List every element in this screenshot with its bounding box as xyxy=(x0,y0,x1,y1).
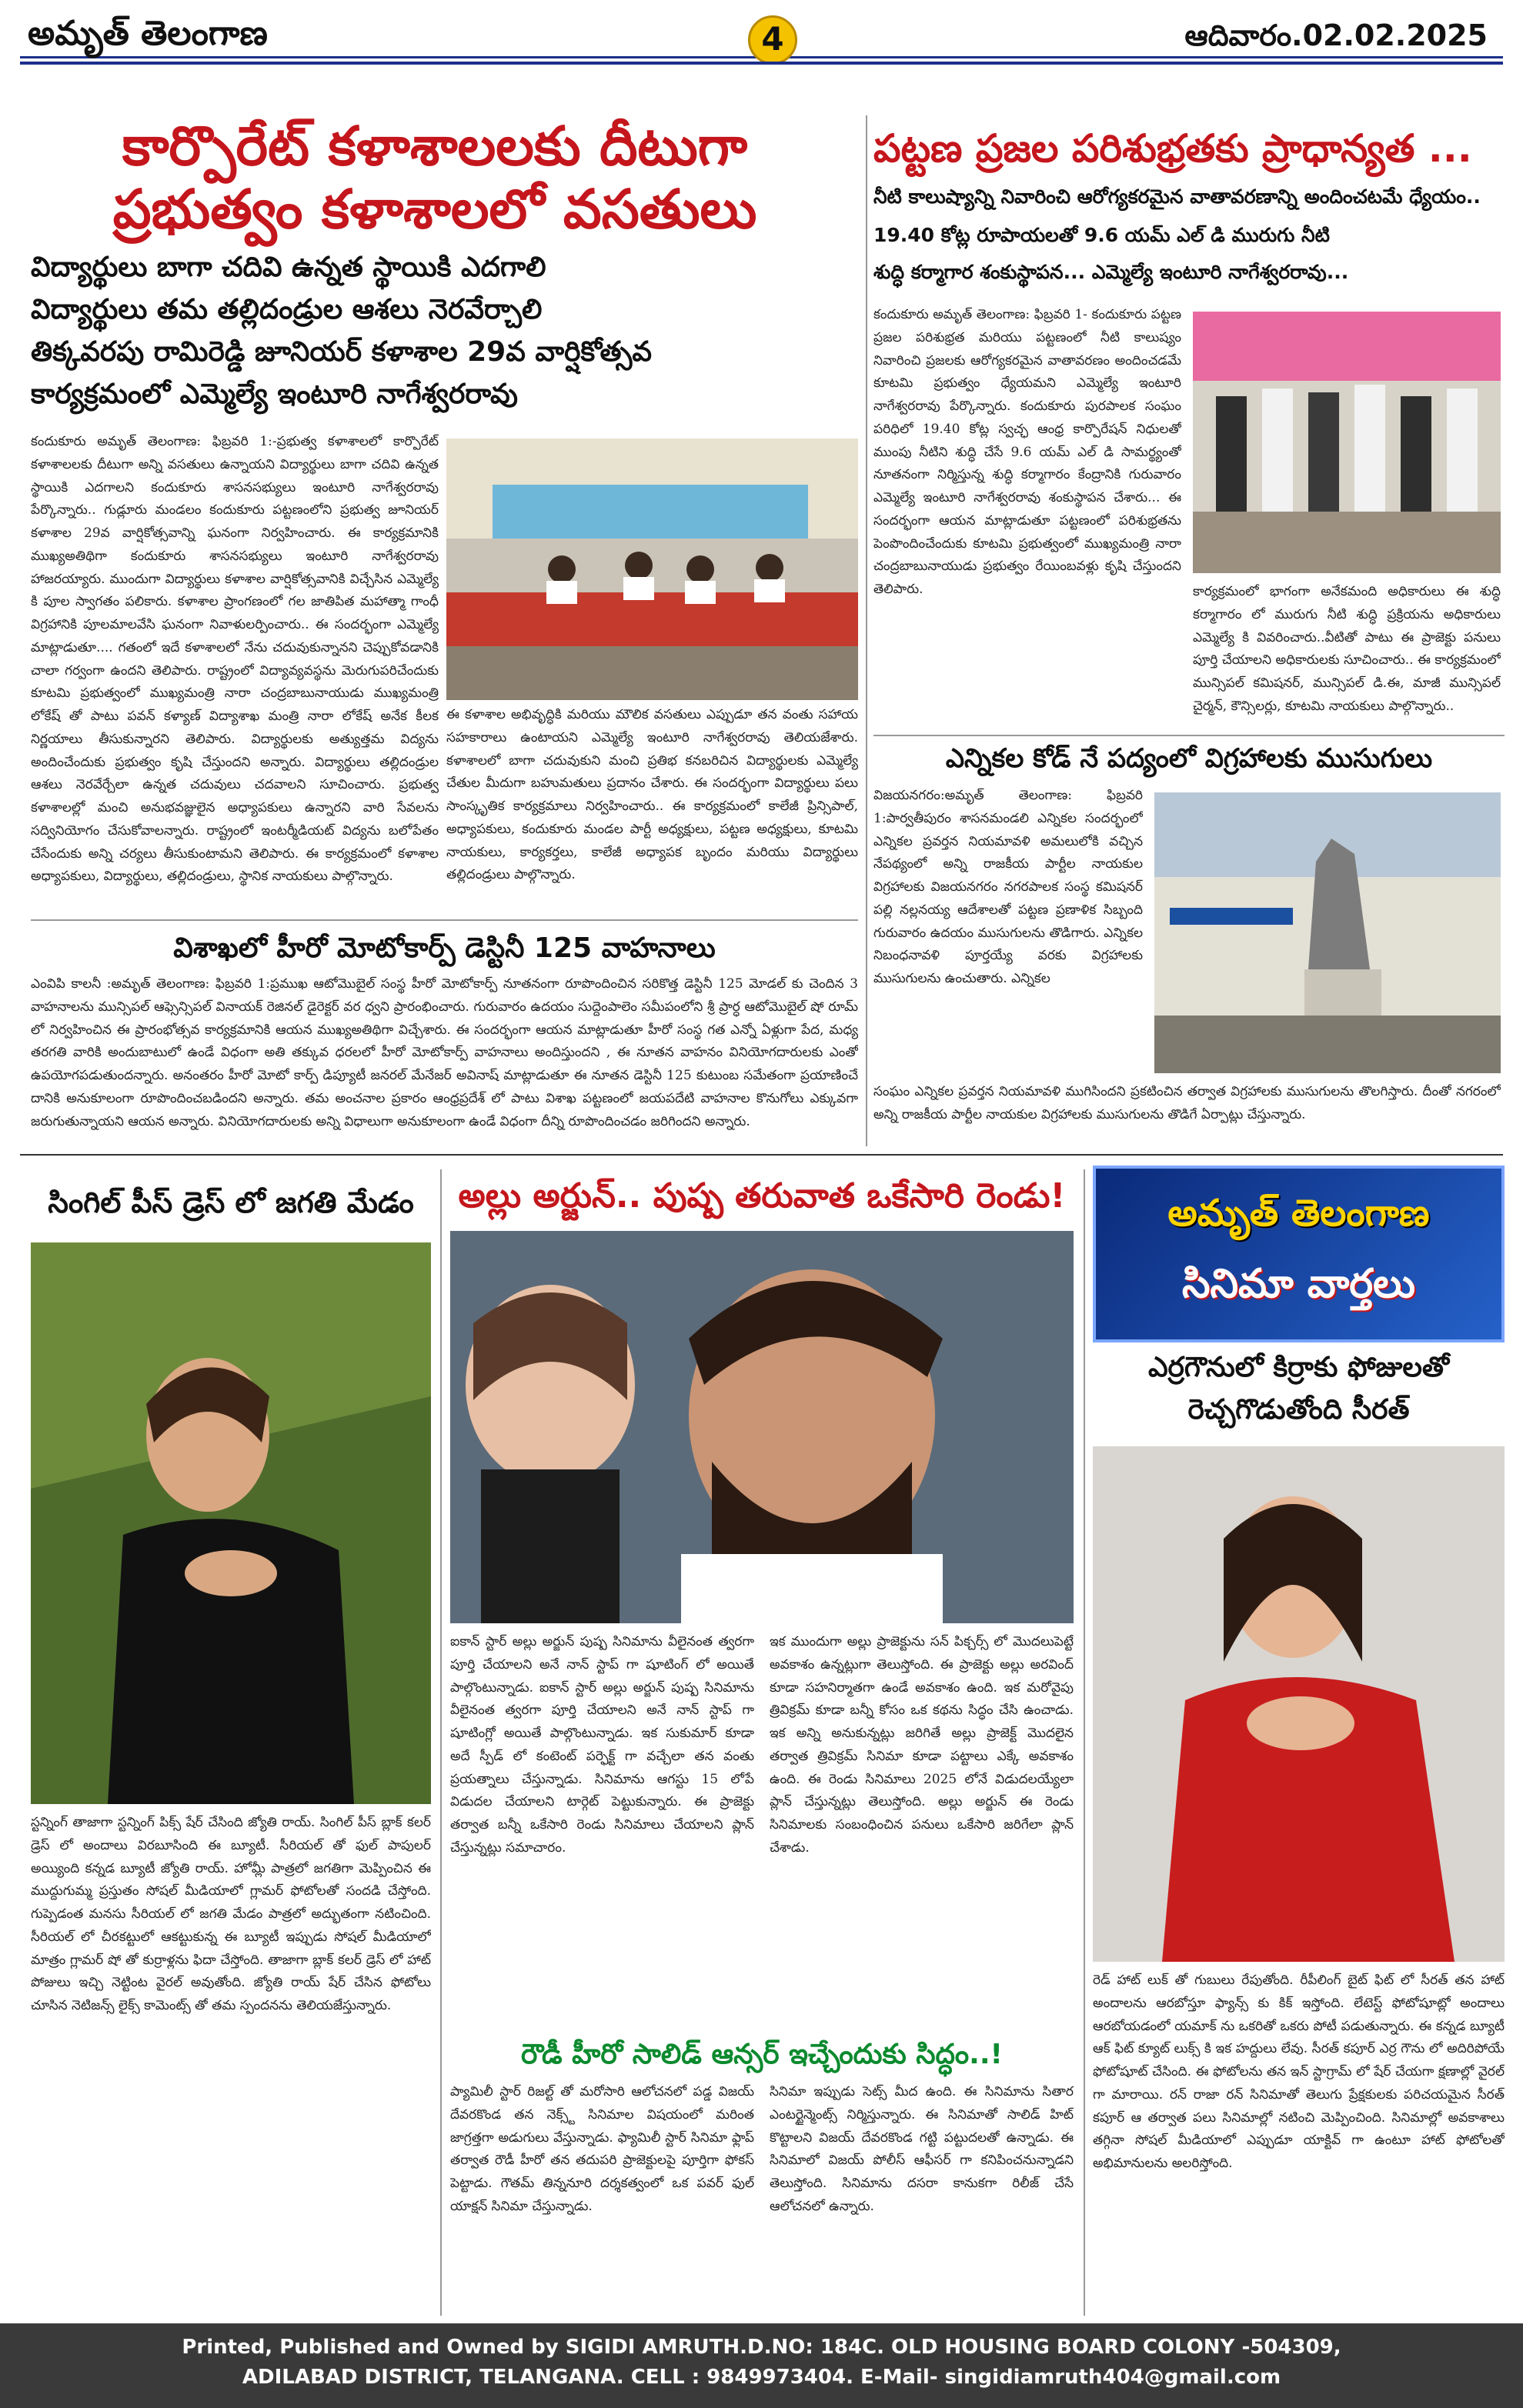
story1-subhead-1: విద్యార్థులు బాగా చదివి ఉన్నత స్థాయికి ఎదగాలి xyxy=(31,252,546,283)
cinema-banner-paper: అమృత్ తెలంగాణ xyxy=(1167,1192,1430,1235)
column-divider-3 xyxy=(1084,1169,1085,2316)
story7-body-left: ప్యామిలీ స్టార్ రిజల్ట్ తో మరోసారి ఆలోచనలో పడ్డ విజయ్ దేవరకొండ తన నెక్స్ట్ సినిమాల విషయంలో మరింత జాగ్రత్తగా అడుగులు వేస్తున్నాడు. ఫ్యామిలీ స్టార్ సినిమా ఫ్లాప్ తర్వాత రౌడీ హీరో తన తదుపరి ప్రాజెక్టులపై పూర్తిగా ఫోకస్ పెట్టాడు. గౌతమ్ తిన్ననూరి దర్శకత్వంలో ఒక పవర్ ఫుల్ యాక్షన్ సినిమా చేస్తున్నాడు. xyxy=(450,2084,754,2214)
story6-headline: అల్లు అర్జున్.. పుష్ప తరువాత ఒకేసారి రెండు! xyxy=(458,1176,1066,1216)
story7-body-right: సినిమా ఇప్పుడు సెట్స్ మీద ఉంది. ఈ సినిమాను సితార ఎంటర్టైన్మెంట్స్ నిర్మిస్తున్నారు. ఈ సినిమాతో సాలిడ్ హిట్ కొట్టాలని విజయ్ దేవరకొండ గట్టి పట్టుదలతో ఉన్నాడు. ఈ సినిమాలో విజయ్ పోలీస్ ఆఫీసర్ గా కనిపించనున్నాడని తెలుస్తోంది. సినిమాను దసరా కానుకగా రిలీజ్ చేసే ఆలోచనలో ఉన్నారు. xyxy=(770,2084,1074,2214)
issue-date: ఆదివారం.02.02.2025 xyxy=(1184,18,1488,52)
story5-body: స్టన్నింగ్ తాజాగా స్టన్నింగ్ పిక్స్ షేర్ చేసింది జ్యోతి రాయ్. సింగిల్ పీస్ బ్లాక్ కలర్ డ్రెస్ లో అందాలు విరబూసింది ఈ బ్యూటీ. సీరియల్ తో ఫుల్ పాపులర్ అయ్యింది కన్నడ బ్యూటీ జ్యోతి రాయ్. హోమ్లీ పాత్రలో జగతిగా మెప్పించిన ఈ ముద్దుగుమ్మ ప్రస్తుతం సోషల్ మీడియాలో గ్లామర్ ఫోటోలతో సందడి చేస్తోంది. గుప్పెడంత మనసు సీరియల్ లో జగతి మేడం పాత్రలో అద్భుతంగా నటించింది. సీరియల్ లో చీరకట్టులో ఆకట్టుకున్న ఈ బ్యూటీ ఇప్పుడు సోషల్ మీడియాలో మాత్రం గ్లామర్ షో తో కుర్రాళ్లను ఫిదా చేస్తోంది. తాజాగా బ్లాక్ కలర్ డ్రెస్ లో హాట్ పోజులు ఇచ్చి నెట్టింట వైరల్ అవుతోంది. జ్యోతి రాయ్ షేర్ చేసిన ఫోటోలు చూసిన నెటిజన్స్ లైక్స్ కామెంట్స్ తో తమ స్పందనను తెలియజేస్తున్నారు. xyxy=(31,1815,431,2013)
story1-subhead-4: కార్యక్రమంలో ఎమ్మెల్యే ఇంటూరి నాగేశ్వరరావు xyxy=(31,379,518,410)
story8-body: రెడ్ హాట్ లుక్ తో గుబులు రేపుతోంది. రీపీలింగ్ బైట్ ఫిట్ లో సీరత్ తన హాట్ అందాలను ఆరబోస్తూ ఫ్యాన్స్ కు కిక్ ఇస్తోంది. లేటెస్ట్ ఫోటోషూట్లో అందాలు ఆరబోయడంలో యమాక్ ను ఒకరితో ఒకరు పోటీ పడుతున్నారు. ఈ కన్నడ బ్యూటీ ఆక్ ఫిట్ క్యూట్ లుక్స్ కి ఇక హద్దులు లేవు. సీరత్ కపూర్ ఎర్ర గౌను లో అదిరిపోయే ఫోటోషూట్ చేసింది. ఈ ఫోటోలను తన ఇన్ స్టాగ్రామ్ లో షేర్ చేయగా క్షణాల్లో వైరల్ గా మారాయి. రన్ రాజా రన్ సినిమాతో తెలుగు ప్రేక్షకులకు పరిచయమైన సీరత్ కపూర్ ఆ తర్వాత పలు సినిమాల్లో నటించి మెప్పించింది. సినిమాల్లో అవకాశాలు తగ్గినా సోషల్ మీడియాలో ఎప్పుడూ యాక్టివ్ గా ఉంటూ హాట్ ఫోటోలతో అభిమానులను అలరిస్తోంది. xyxy=(1093,1973,1505,2171)
covered-statue-photo-icon xyxy=(1154,792,1501,1073)
story3-top-rule xyxy=(873,735,1505,736)
masthead xyxy=(20,11,1503,58)
story5-photo xyxy=(31,1242,431,1804)
story1-subhead-3: తిక్కవరపు రామిరెడ్డి జూనియర్ కళాశాల 29వ వార్షికోత్సవ xyxy=(31,336,652,368)
story3-photo xyxy=(1154,792,1501,1073)
story1-headline-1: కార్పొరేట్ కళాశాలలకు దీటుగా xyxy=(122,115,748,178)
story8-photo xyxy=(1093,1446,1505,1962)
story4-body: ఎంవిపి కాలనీ :అమృత్ తెలంగాణ: ఫిబ్రవరి 1:ప్రముఖ ఆటోమొబైల్ సంస్థ హీరో మోటోకార్ప్ నూతనంగా రూపొందించిన సరికొత్త డెస్టినీ 125 మోడల్ కు చెందిన 3 వాహనాలను మున్సిపల్ ఆఫ్సెన్సిపల్ వినాయక్ రెజినల్ డైరెక్టర్ వర ధ్వని ప్రారంభించారు. గురువారం ఉదయం సుద్దెంపాలెం సమీపంలోని శ్రీ ప్రార్ధ ఆటోమొబైల్ షో రూమ్ లో నిర్వహించిన ఈ ప్రారంభోత్సవ కార్యక్రమానికి ఆయన ముఖ్యఅతిథిగా విచ్చేశారు. ఈ సందర్భంగా ఆయన మాట్లాడుతూ హీరో సంస్థ గత ఎన్నో ఏళ్లుగా పేద, మధ్య తరగతి వారికి అందుబాటులో ఉండే విధంగా అతి తక్కువ ధరలలో హీరో మోటోకార్ప్ వాహనాలు అందిస్తుందని , ఈ నూతన వాహనం వినియోగదారులకు ఎంతో ఉపయోగపడుతుందన్నారు. అనంతరం హీరో మోటో కార్ప్ డిప్యూటీ జనరల్ మేనేజర్ అవినాష్ మాట్లాడుతూ ఈ నూతన డెస్టినీ 125 కుటుంబ సమేతంగా ప్రయాణించే దానికి అనుకూలంగా రూపొందించబడిందని అన్నారు. తమ అంచనాల ప్రకారం ఆంధ్రప్రదేశ్ లో పాటు విశాఖ పట్టణంలో జయపదేటి వాహనాల కొనుగోలు ఎక్కువగా జరుగుతున్నాయని ఆయన అన్నారు. వినియోగదారులకు అన్ని విధాలుగా అనుకూలంగా ఉండే విధంగా దీన్ని రూపొందించడం జరిగిందని అన్నారు. xyxy=(31,976,858,1129)
footer-line-2: ADILABAD DISTRICT, TELANGANA. CELL : 9849973404. E-Mail- singidiamruth404@gmail.com xyxy=(242,2366,1281,2389)
story2-body-left: కందుకూరు అమృత్ తెలంగాణ: ఫిబ్రవరి 1- కందుకూరు పట్టణ ప్రజల పరిశుభ్రత మరియు పట్టణంలో నీటి కాలుష్యం నివారించి ప్రజలకు ఆరోగ్యకరమైన వాతావరణం అందించడమే కూటమి ప్రభుత్వం ధ్యేయమని ఎమ్మెల్యే ఇంటూరి నాగేశ్వరరావు పేర్కొన్నారు. కందుకూరు పురపాలక సంఘం పరిధిలో 19.40 కోట్ల స్వచ్ఛ ఆంధ్ర కార్పొరేషన్ నిధులతో ముంపు నీటిని శుద్ధి చేసే 9.6 యమ్ ఎల్ డి సామర్థ్యంతో నూతనంగా నిర్మిస్తున్న శుద్ధి కర్మాగారం కేంద్రానికి గురువారం ఎమ్మెల్యే ఇంటూరి నాగేశ్వరరావు శంకుస్థాపన చేశారు... ఈ సందర్భంగా ఆయన మాట్లాడుతూ పట్టణంలో పరిశుభ్రతను పెంపొందించేందుకు కూటమి ప్రభుత్వంలో ముఖ్యమంత్రి నారా చంద్రబాబునాయుడు ప్రభుత్వం రేయింబవళ్లు కృషి చేస్తుందని తెలిపారు. xyxy=(873,307,1181,597)
foundation-ceremony-photo-icon xyxy=(1193,312,1501,573)
story2-photo xyxy=(1193,312,1501,573)
actor-portrait-photo-icon xyxy=(450,1231,1074,1623)
story4-headline: విశాఖలో హీరో మోటోకార్ప్ డెస్టినీ 125 వాహనాలు xyxy=(173,932,716,964)
cinema-banner-title: సినిమా వార్తలు xyxy=(1181,1261,1415,1307)
story1-headline-2: ప్రభుత్వం కళాశాలలో వసతులు xyxy=(112,178,757,241)
story7-headline: రౌడీ హీరో సాలిడ్ ఆన్సర్ ఇచ్చేందుకు సిద్ధం..! xyxy=(521,2039,1003,2070)
story1-body-left: కందుకూరు అమృత్ తెలంగాణ: ఫిబ్రవరి 1:-ప్రభుత్వ కళాశాలలో కార్పొరేట్ కళాశాలలకు దీటుగా అన్ని వసతులు ఉన్నాయని విద్యార్థులు బాగా చదివి ఉన్నత స్థాయికి ఎదగాలని కందుకూరు శాసనసభ్యులు ఇంటూరి నాగేశ్వరరావు పేర్కొన్నారు.. గుడ్లూరు మండలం కందుకూరు పట్టణంలోని ప్రభుత్వ జూనియర్ కళాశాల 29వ వార్షికోత్సవాన్ని ఘనంగా నిర్వహించారు. ఈ కార్యక్రమానికి ముఖ్యఅతిథిగా కందుకూరు శాసనసభ్యులు ఇంటూరి నాగేశ్వరరావు హాజరయ్యారు. ముందుగా విద్యార్థులు కళాశాల వార్షికోత్సవానికి విచ్చేసిన ఎమ్మెల్యే కి పూల స్వాగతం పలికారు. కళాశాల ప్రాంగణంలో గల జాతిపిత మహాత్మా గాంధీ విగ్రహానికి పూలమాలవేసి ఘనంగా నివాళులర్పించారు.. ఈ సందర్భంగా ఎమ్మెల్యే మాట్లాడుతూ.... గతంలో ఇదే కళాశాలలో నేను చదువుకున్నానని చెప్పుకోవడానికి చాలా గర్వంగా ఉందని తెలిపారు. రాష్ట్రంలో విద్యావ్యవస్థను మెరుగుపరిచేందుకు కూటమి ప్రభుత్వంలో ముఖ్యమంత్రి నారా చంద్రబాబునాయుడు ముఖ్యమంత్రి లోకేష్ తో పాటు పవన్ కళ్యాణ్ విద్యాశాఖ మంత్రి నారా లోకేష్ అనేక కీలక నిర్ణయాలు తీసుకున్నారని తెలిపారు. విద్యార్థులకు అత్యుత్తమ విద్యను అందించేందుకు ప్రభుత్వం కృషి చేస్తుందని అన్నారు. విద్యార్థులు తల్లిదండ్రుల ఆశలు నెరవేర్చేలా ఉన్నత చదువులు చదవాలని సూచించారు. ప్రభుత్వ కళాశాలల్లో మంచి అనుభవజ్ఞులైన అధ్యాపకులు ఉన్నారని వారి సేవలను సద్వినియోగం చేసుకోవాలన్నారు. రాష్ట్రంలో ఇంటర్మీడియట్ విద్యను బలోపేతం చేసేందుకు అన్ని చర్యలు తీసుకుంటామని తెలిపారు. ఈ కార్యక్రమంలో కళాశాల అధ్యాపకులు, విద్యార్థులు, తల్లిదండ్రులు, స్థానిక నాయకులు పాల్గొన్నారు. xyxy=(31,434,439,885)
story5-headline: సింగిల్ పీస్ డ్రెస్ లో జగతి మేడం xyxy=(48,1186,414,1219)
story8-headline-1: ఎర్రగౌనులో కిర్రాకు ఫోజులతో xyxy=(1147,1352,1450,1383)
column-divider xyxy=(866,115,867,1146)
story1-body-right: ఈ కళాశాల అభివృద్ధికి మరియు మౌలిక వసతులు ఎప్పుడూ తన వంతు సహాయ సహకారాలు ఉంటాయని ఎమ్మెల్యే ఇంటూరి నాగేశ్వరరావు తెలియజేశారు. కళాశాలలో బాగా చదువుకుని మంచి ప్రతిభ కనబరిచిన విద్యార్థులకు ఎమ్మెల్యే చేతుల మీదుగా బహుమతులు ప్రదానం చేశారు. ఈ సందర్భంగా విద్యార్థులు పలు సాంస్కృతిక కార్యక్రమాలు నిర్వహించారు.. ఈ కార్యక్రమంలో కాలేజీ ప్రిన్సిపాల్, అధ్యాపకులు, కందుకూరు మండల పార్టీ అధ్యక్షులు, పట్టణ అధ్యక్షులు, కూటమి నాయకులు, కార్యకర్తలు, కాలేజీ అధ్యాపక బృందం మరియు విద్యార్థులు తల్లిదండ్రులు పాల్గొన్నారు. xyxy=(446,707,858,883)
footer xyxy=(0,2323,1523,2408)
story3-body-left: విజయనగరం:అమృత్ తెలంగాణ: ఫిబ్రవరి 1:పార్వతీపురం శాసనమండలి ఎన్నికల సందర్భంలో ఎన్నికల ప్రవర్తన నియమావళి అమలులోకి వచ్చిన నేపథ్యంలో అన్ని రాజకీయ పార్టీల నాయకుల విగ్రహాలకు విజయనగరం నగరపాలక సంస్థ కమిషనర్ పల్లి నల్లనయ్య ఆదేశాలతో పట్టణ ప్రణాళిక సిబ్బంది గురువారం ఉదయం ముసుగులను తొడిగారు. ఎన్నికల నిబంధనావళి పూర్తయ్యే వరకు విగ్రహాలకు ముసుగులను ఉంచుతారు. ఎన్నికల xyxy=(873,788,1143,986)
page-number: 4 xyxy=(748,15,797,65)
story1-subhead-2: విద్యార్థులు తమ తల్లిదండ్రుల ఆశలు నెరవేర్చాలి xyxy=(31,294,543,325)
story3-body-full: సంఘం ఎన్నికల ప్రవర్తన నియమావళి ముగిసిందని ప్రకటించిన తర్వాత విగ్రహాలకు ముసుగులను తొలగిస్తారు. దీంతో నగరంలో అన్ని రాజకీయ పార్టీల నాయకుల విగ్రహాలకు ముసుగులను తొడిగే ఏర్పాట్లు చేస్తున్నారు. xyxy=(873,1084,1501,1122)
paper-name: అమృత్ తెలంగాణ xyxy=(28,14,268,53)
story6-body-left: ఐకాన్ స్టార్ అల్లు అర్జున్ పుష్ప సినిమాను వీలైనంత త్వరగా పూర్తి చేయాలని అనే నాన్ స్టాప్ గా షూటింగ్ లో అయితే పాల్గొంటున్నాడు. ఐకాన్ స్టార్ అల్లు అర్జున్ పుష్ప సినిమాను వీలైనంత త్వరగా పూర్తి చేయాలని అనే నాన్ స్టాప్ గా షూటింగ్లో అయితే పాల్గొంటున్నాడు. ఇక సుకుమార్ కూడా అదే స్పీడ్ లో కంటెంట్ పర్ఫెక్ట్ గా వచ్చేలా తన వంతు ప్రయత్నాలు చేస్తున్నాడు. సినిమాను ఆగస్టు 15 లోపే విడుదల చేయాలని టార్గెట్ పెట్టుకున్నారు. ఈ ప్రాజెక్టు తర్వాత బన్నీ ఒకేసారి రెండు సినిమాలు చేయాలని ప్లాన్ చేస్తున్నట్లు సమాచారం. xyxy=(450,1634,754,1856)
footer-line-1: Printed, Published and Owned by SIGIDI AMRUTH.D.NO: 184C. OLD HOUSING BOARD COLONY -504309, xyxy=(182,2336,1341,2359)
story4-top-rule xyxy=(31,919,858,921)
section-divider xyxy=(20,1154,1503,1156)
story1-photo xyxy=(446,439,858,700)
story2-headline: పట్టణ ప్రజల పరిశుభ్రతకు ప్రాధాన్యత ... xyxy=(873,126,1472,171)
story2-body-right: కార్యక్రమంలో భాగంగా అనేకమంది అధికారులు ఈ శుద్ధి కర్మాగారం లో మురుగు నీటి శుద్ధి ప్రక్రియను అధికారులు ఎమ్మెల్యే కి వివరించారు..వీటితో పాటు ఈ ప్రాజెక్టు పనులు పూర్తి చేయాలని అధికారులకు సూచించారు.. ఈ కార్యక్రమంలో మున్సిపల్ కమిషనర్, మున్సిపల్ డి.ఈ, మాజీ మున్సిపల్ చైర్మన్, కౌన్సిలర్లు, కూటమి నాయకులు పాల్గొన్నారు.. xyxy=(1193,584,1501,714)
story6-photo xyxy=(450,1231,1074,1623)
column-divider-2 xyxy=(440,1169,442,2316)
story8-headline-2: రెచ్చగొడుతోంది సీరత్ xyxy=(1187,1394,1410,1426)
college-event-photo-icon xyxy=(446,439,858,700)
story3-headline: ఎన్నికల కోడ్ నే పద్యంలో విగ్రహాలకు ముసుగులు xyxy=(945,743,1433,774)
story2-subhead-1: నీటి కాలుష్యాన్ని నివారించి ఆరోగ్యకరమైన వాతావరణాన్ని అందించటమే ధ్యేయం.. xyxy=(873,185,1481,208)
story2-subhead-2: 19.40 కోట్ల రూపాయలతో 9.6 యమ్ ఎల్ డి మురుగు నీటి xyxy=(873,224,1330,246)
cinema-news-banner xyxy=(1093,1166,1505,1342)
story6-body-right: ఇక ముందుగా అల్లు ప్రాజెక్టును సన్ పిక్చర్స్ లో మొదలుపెట్టే అవకాశం ఉన్నట్లుగా తెలుస్తోంది. ఈ ప్రాజెక్టు అల్లు అరవింద్ కూడా సహనిర్మాతగా ఉండే అవకాశం ఉంది. ఇక మరోవైపు త్రివిక్రమ్ కూడా బన్నీ కోసం ఒక కథను సిద్ధం చేసి ఉంచాడు. ఇక అన్ని అనుకున్నట్లు జరిగితే అల్లు ప్రాజెక్ట్ మొదలైన తర్వాత త్రివిక్రమ్ సినిమా కూడా పట్టాలు ఎక్కే అవకాశం ఉంది. ఈ రెండు సినిమాలు 2025 లోనే విడుదలయ్యేలా ప్లాన్ చేస్తున్నట్లు తెలుస్తోంది. అల్లు అర్జున్ ఈ రెండు సినిమాలకు సంబంధించిన పనులు ఒకేసారి జరిగేలా ప్లాన్ చేశాడు. xyxy=(770,1634,1074,1856)
masthead-rule xyxy=(20,62,1503,65)
story2-subhead-3: శుద్ధి కర్మాగార శంకుస్థాపన... ఎమ్మెల్యే ఇంటూరి నాగేశ్వరరావు... xyxy=(873,261,1349,283)
actress-black-dress-photo-icon xyxy=(31,1242,431,1804)
actress-red-gown-photo-icon xyxy=(1093,1446,1505,1962)
